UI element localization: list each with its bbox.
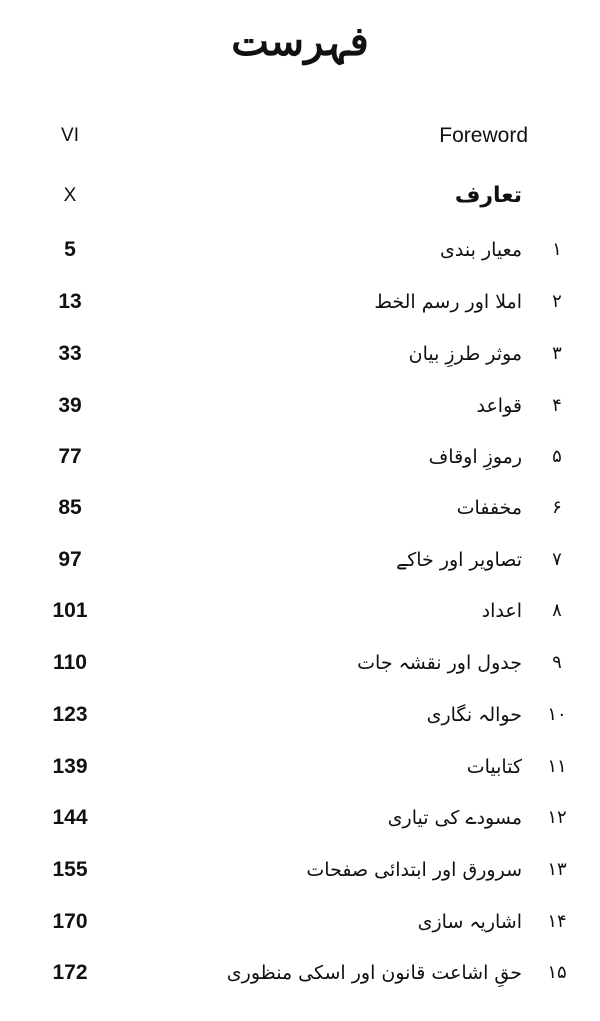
- toc-page-number: 101: [52, 599, 88, 622]
- toc-row: [0, 953, 600, 993]
- toc-chapter-number: ۲: [552, 291, 562, 312]
- toc-page-number: X: [63, 185, 77, 206]
- toc-chapter-number: ۱۵: [547, 962, 567, 983]
- toc-page-number: 85: [58, 496, 82, 519]
- toc-page-number: 144: [52, 806, 88, 829]
- toc-row: [0, 695, 600, 735]
- toc-page-number: 170: [52, 910, 88, 933]
- toc-entry-title: جدول اور نقشہ جات: [357, 652, 522, 674]
- toc-entry-title: تعارف: [454, 183, 522, 208]
- toc-row: [0, 747, 600, 787]
- toc-chapter-number: ۱۰: [547, 704, 567, 725]
- toc-row: [0, 850, 600, 890]
- toc-row: [0, 437, 600, 477]
- toc-entry-title: معیار بندی: [440, 239, 522, 261]
- toc-entry-title: مسودے کی تیاری: [387, 807, 522, 829]
- toc-entry-title: حقِ اشاعت قانون اور اسکی منظوری: [226, 962, 522, 984]
- toc-row: [0, 540, 600, 580]
- toc-entry-title: رموزِ اوقاف: [428, 446, 522, 468]
- toc-row-introduction: [0, 176, 600, 216]
- toc-chapter-number: ۱۲: [547, 807, 567, 828]
- toc-chapter-number: ۳: [552, 343, 562, 364]
- toc-page-number: 33: [58, 342, 82, 365]
- toc-page-number: VI: [61, 125, 79, 146]
- toc-chapter-number: ۱۱: [547, 756, 567, 777]
- toc-row: [0, 591, 600, 631]
- toc-chapter-number: ۴: [552, 395, 562, 416]
- toc-entry-title: Foreword: [439, 124, 528, 147]
- toc-row: [0, 488, 600, 528]
- toc-row: [0, 798, 600, 838]
- toc-entry-title: املا اور رسم الخط: [374, 291, 522, 313]
- toc-chapter-number: ۶: [552, 497, 562, 518]
- toc-page-number: 5: [64, 238, 76, 261]
- page-title: فہرست: [231, 18, 369, 65]
- toc-row: [0, 386, 600, 426]
- toc-entry-title: قواعد: [476, 395, 522, 417]
- toc-entry-title: اشاریہ سازی: [417, 911, 522, 933]
- toc-chapter-number: ۱۳: [547, 859, 567, 880]
- toc-page-number: 13: [58, 290, 82, 313]
- toc-row: [0, 643, 600, 683]
- toc-entry-title: کتابیات: [466, 756, 522, 778]
- toc-entry-title: مخففات: [456, 497, 522, 519]
- toc-chapter-number: ۷: [552, 549, 562, 570]
- toc-row: [0, 334, 600, 374]
- toc-chapter-number: ۸: [552, 600, 562, 621]
- toc-entry-title: سرورق اور ابتدائی صفحات: [306, 859, 522, 881]
- toc-chapter-number: ۱۴: [547, 911, 567, 932]
- toc-page-number: 123: [52, 703, 88, 726]
- toc-page-number: 110: [53, 651, 87, 674]
- toc-entry-title: تصاویر اور خاکے: [396, 549, 522, 571]
- toc-entry-title: موثر طرزِ بیان: [408, 343, 522, 365]
- toc-row: [0, 902, 600, 942]
- toc-chapter-number: ۱: [552, 239, 562, 260]
- toc-page-number: 97: [58, 548, 82, 571]
- toc-page-number: 155: [52, 858, 88, 881]
- toc-row-foreword: [0, 116, 600, 156]
- toc-page-number: 172: [52, 961, 88, 984]
- toc-row: [0, 282, 600, 322]
- toc-chapter-number: ۹: [552, 652, 562, 673]
- toc-page-number: 77: [58, 445, 82, 468]
- toc-page-number: 139: [52, 755, 88, 778]
- toc-page-number: 39: [58, 394, 82, 417]
- toc-entry-title: اعداد: [481, 600, 522, 622]
- toc-entry-title: حوالہ نگاری: [426, 704, 522, 726]
- toc-row: [0, 230, 600, 270]
- toc-chapter-number: ۵: [552, 446, 562, 467]
